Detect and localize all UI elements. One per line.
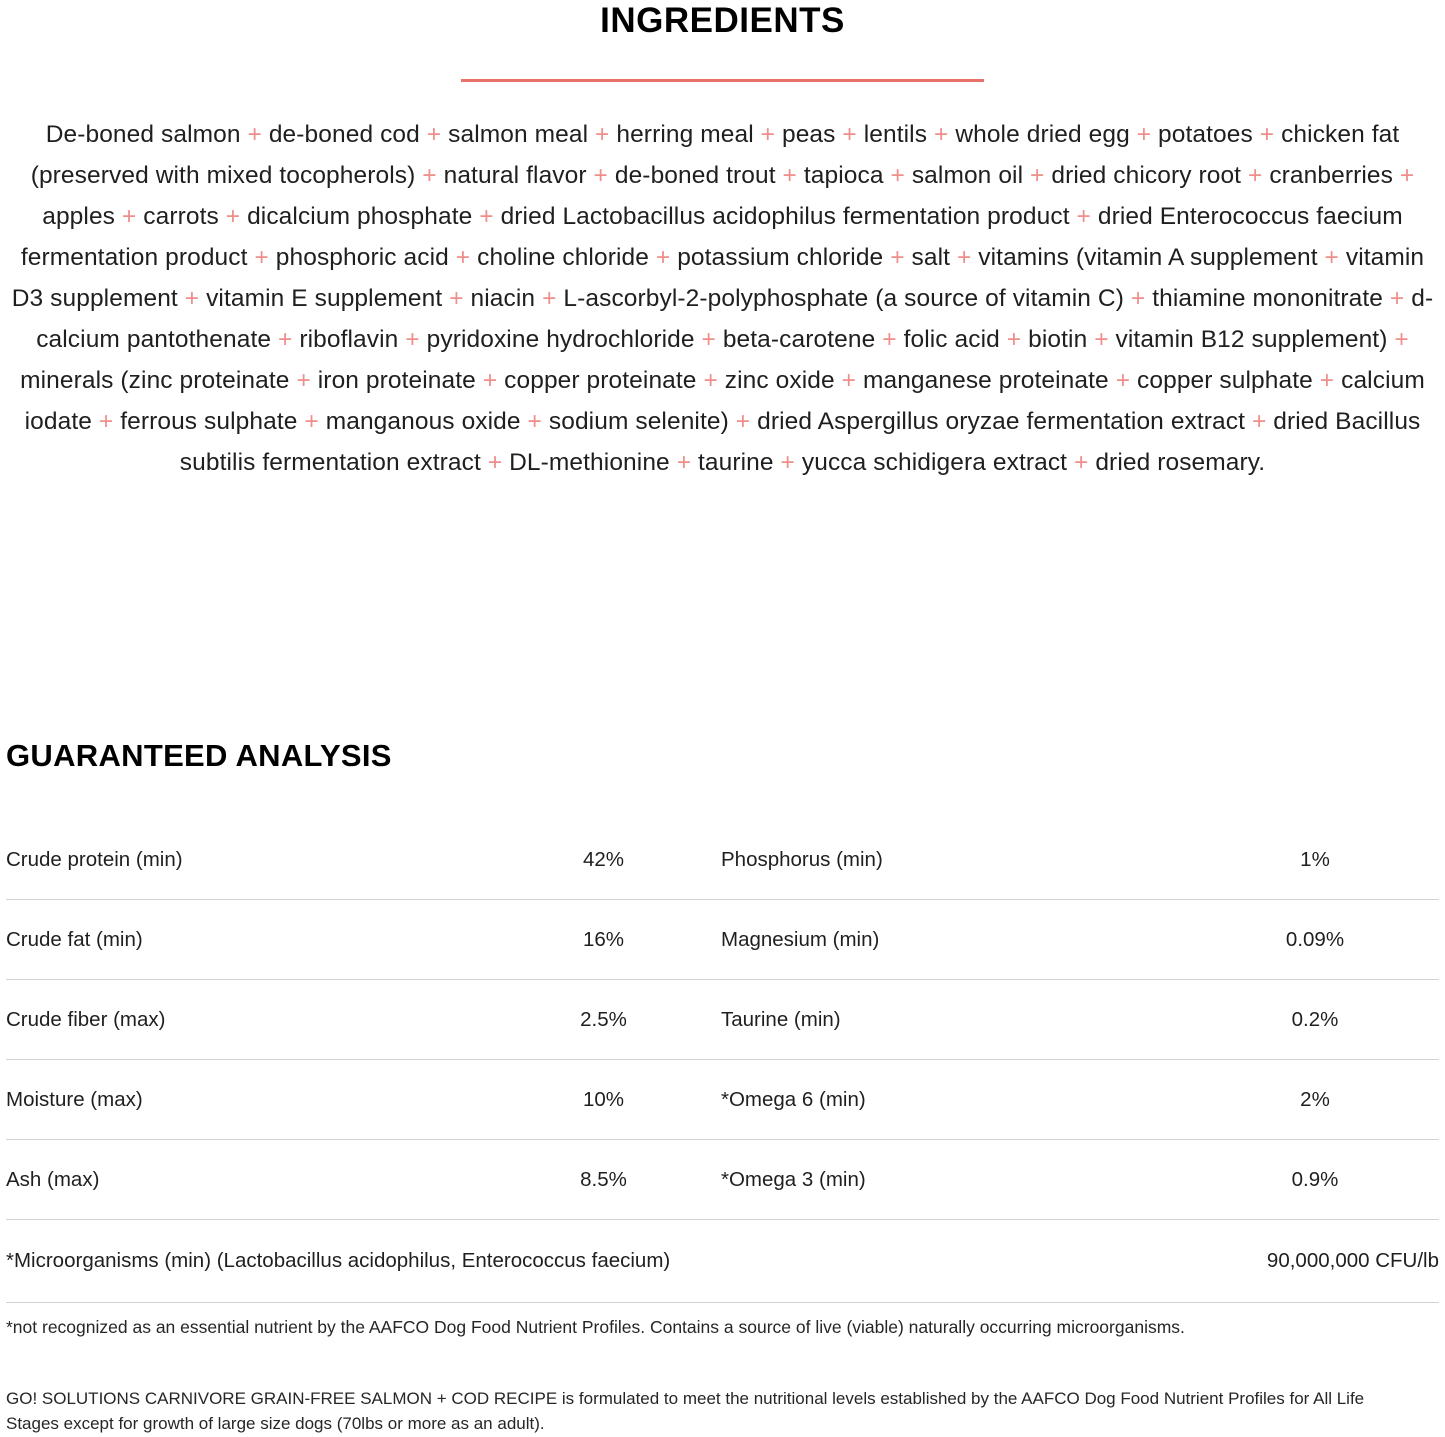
ingredient-separator: +	[247, 120, 262, 148]
nutrient-value: 0.09%	[1191, 900, 1439, 980]
ingredient-separator: +	[1324, 243, 1339, 271]
ingredient-separator: +	[780, 448, 795, 476]
aafco-statement: GO! SOLUTIONS CARNIVORE GRAIN-FREE SALMON + COD RECIPE is formulated to meet the nutritional levels established by the AAFCO Dog Food Nutrient Profiles for All Life Stages except for growth of large size dogs (70lbs or more as an adult).	[6, 1389, 1365, 1433]
ingredient-separator: +	[426, 120, 442, 148]
ingredient-separator: +	[1394, 325, 1409, 353]
ingredient-separator: +	[527, 407, 542, 435]
ingredient-separator: +	[487, 448, 503, 476]
ingredient-separator: +	[782, 161, 797, 189]
ingredient-separator: +	[225, 202, 241, 230]
ingredient-separator: +	[405, 325, 420, 353]
guaranteed-analysis-table	[6, 820, 1439, 1303]
ingredient-separator: +	[184, 284, 200, 312]
ingredient-separator: +	[542, 284, 557, 312]
nutrient-label: *Omega 3 (min)	[721, 1140, 1191, 1220]
ingredient-separator: +	[296, 366, 311, 394]
ingredient-separator: +	[842, 120, 857, 148]
ingredient-separator: +	[1006, 325, 1022, 353]
ingredient-separator: +	[890, 161, 905, 189]
ingredient-separator: +	[701, 325, 716, 353]
ingredient-separator: +	[595, 120, 610, 148]
table-row	[6, 1060, 1439, 1140]
nutrient-label: Crude protein (min)	[6, 820, 486, 900]
ingredient-separator: +	[1094, 325, 1109, 353]
nutrient-value: 10%	[486, 1060, 721, 1140]
nutrient-label: Moisture (max)	[6, 1060, 486, 1140]
nutrient-label: Crude fiber (max)	[6, 980, 486, 1060]
ingredient-separator: +	[890, 243, 905, 271]
ingredient-separator: +	[121, 202, 137, 230]
nutrient-value: 1%	[1191, 820, 1439, 900]
guaranteed-analysis-heading: GUARANTEED ANALYSIS	[6, 738, 392, 773]
ingredient-separator: +	[254, 243, 269, 271]
nutrient-label: Crude fat (min)	[6, 900, 486, 980]
ingredient-separator: +	[703, 366, 718, 394]
ingredient-separator: +	[956, 243, 972, 271]
table-row	[6, 820, 1439, 900]
microorganisms-label: *Microorganisms (min) (Lactobacillus acidophilus, Enterococcus faecium)	[6, 1220, 721, 1303]
ingredient-separator: +	[1251, 407, 1267, 435]
ingredient-separator: +	[449, 284, 464, 312]
nutrient-value: 2%	[1191, 1060, 1439, 1140]
ingredient-separator: +	[1130, 284, 1146, 312]
ingredient-separator: +	[1076, 202, 1091, 230]
table-row-microorganisms	[6, 1220, 1439, 1303]
ingredient-separator: +	[1248, 161, 1263, 189]
ingredient-separator: +	[422, 161, 437, 189]
ingredient-separator: +	[278, 325, 293, 353]
nutrient-value: 16%	[486, 900, 721, 980]
ingredient-separator: +	[1030, 161, 1045, 189]
ingredient-separator: +	[676, 448, 692, 476]
ingredient-separator: +	[304, 407, 319, 435]
ingredient-separator: +	[1319, 366, 1335, 394]
ingredient-separator: +	[455, 243, 471, 271]
ingredient-separator: +	[1115, 366, 1131, 394]
nutrient-label: Phosphorus (min)	[721, 820, 1191, 900]
asterisk-footnote: *not recognized as an essential nutrient by the AAFCO Dog Food Nutrient Profiles. Contains a source of live (viable) naturally occurring microorganisms.	[6, 1317, 1185, 1337]
ingredient-separator: +	[482, 366, 498, 394]
microorganisms-value: 90,000,000 CFU/lb	[721, 1220, 1439, 1303]
nutrient-value: 0.2%	[1191, 980, 1439, 1060]
ingredient-separator: +	[98, 407, 114, 435]
ingredient-separator: +	[933, 120, 949, 148]
table-row	[6, 1140, 1439, 1220]
ingredient-separator: +	[1136, 120, 1152, 148]
ingredient-separator: +	[735, 407, 751, 435]
ingredient-separator: +	[760, 120, 776, 148]
heading-divider	[461, 79, 984, 82]
nutrient-label: *Omega 6 (min)	[721, 1060, 1191, 1140]
nutrient-value: 42%	[486, 820, 721, 900]
ingredient-separator: +	[1389, 284, 1405, 312]
nutrient-value: 8.5%	[486, 1140, 721, 1220]
nutrient-value: 2.5%	[486, 980, 721, 1060]
nutrient-label: Ash (max)	[6, 1140, 486, 1220]
nutrient-label: Magnesium (min)	[721, 900, 1191, 980]
ingredients-heading: INGREDIENTS	[600, 1, 845, 40]
ingredient-separator: +	[882, 325, 897, 353]
ingredient-separator: +	[655, 243, 671, 271]
ingredient-separator: +	[1399, 161, 1415, 189]
table-row	[6, 900, 1439, 980]
ingredient-separator: +	[593, 161, 608, 189]
nutrient-label: Taurine (min)	[721, 980, 1191, 1060]
ingredient-separator: +	[479, 202, 494, 230]
ingredient-separator: +	[1259, 120, 1275, 148]
ingredient-separator: +	[841, 366, 857, 394]
ingredients-text: De-boned salmon + de-boned cod + salmon meal + herring meal + peas + lentils + whole dried egg + potatoes + chicken fat (preserved with mixed tocopherols) + natural flavor + de-boned trout + tapioca + salmon oil + dried chicory root + cranberries + apples + carrots + dicalcium phosphate + dried Lactobacillus acidophilus fermentation product + dried Enterococcus faecium fermentation product + phosphoric acid + choline chloride + potassium chloride + salt + vitamins (vitamin A supplement + vitamin D3 supplement + vitamin E supplement + niacin + L-ascorbyl-2-polyphosphate (a source of vitamin C) + thiamine mononitrate + d-calcium pantothenate + riboflavin + pyridoxine hydrochloride + beta-carotene + folic acid + biotin + vitamin B12 supplement) + minerals (zinc proteinate + iron proteinate + copper proteinate + zinc oxide + manganese proteinate + copper sulphate + calcium iodate + ferrous sulphate + manganous oxide + sodium selenite) + dried Aspergillus oryzae fermentation extract + dried Bacillus subtilis fermentation extract + DL-methionine + taurine + yucca schidigera extract + dried rosemary.	[11, 120, 1434, 476]
nutrient-value: 0.9%	[1191, 1140, 1439, 1220]
table-row	[6, 980, 1439, 1060]
ingredient-separator: +	[1074, 448, 1089, 476]
